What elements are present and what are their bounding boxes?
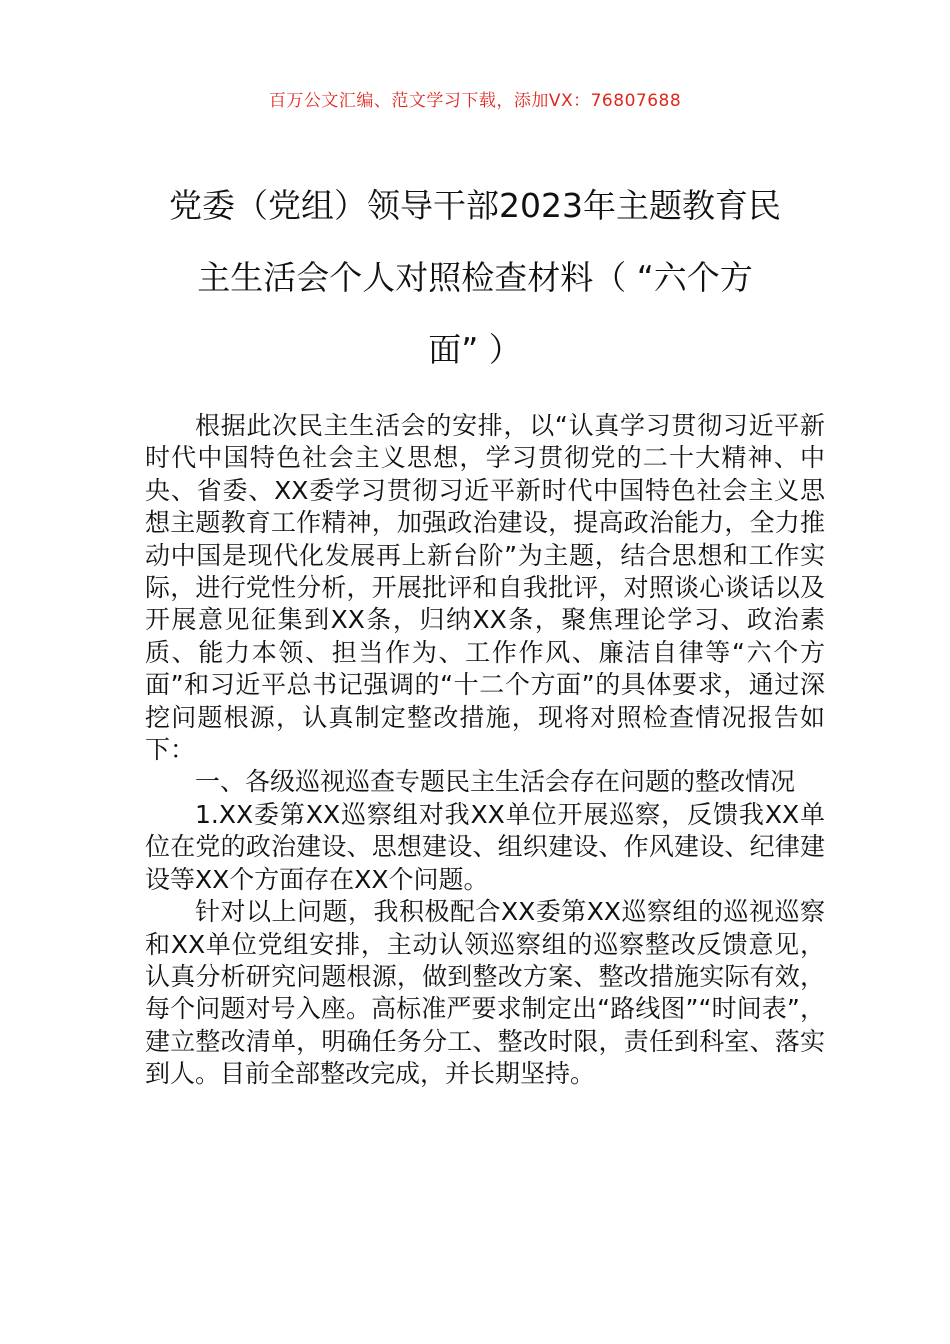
section-heading-1: 一、各级巡视巡查专题民主生活会存在问题的整改情况 [195, 767, 796, 797]
title-line: 面” ） [428, 330, 522, 369]
title-line: 主生活会个人对照检查材料（ “六个方 [197, 258, 753, 297]
body-paragraph-intro: 根据此次民主生活会的安排，以“认真学习贯彻习近平新时代中国特色社会主义思想，学习贯彻党的二十大精神、中央、省委、XX委学习贯彻习近平新时代中国特色社会主义思想主题教育工作精神，加强政治建设，提高政治能力，全力推动中国是现代化发展再上新台阶”为主题，结合思想和工作实际，进行党性分析，开展批评和自我批评，对照谈心谈话以及开展意见征集到XX条，归纳XX条，聚焦理论学习、政治素质、能力本领、担当作为、工作作风、廉洁自律等“六个方面”和习近平总书记强调的“十二个方面”的具体要求，通过深挖问题根源，认真制定整改措施，现将对照检查情况报告如下： [145, 411, 825, 765]
title-line: 党委（党组）领导干部2023年主题教育民 [169, 186, 781, 225]
document-body [145, 410, 825, 1091]
header-promo-note: 百万公文汇编、范文学习下载，添加VX：76807688 [268, 91, 682, 111]
body-paragraph-item-1: 1.XX委第XX巡察组对我XX单位开展巡察，反馈我XX单位在党的政治建设、思想建设、组织建设、作风建设、纪律建设等XX个方面存在XX个问题。 [145, 799, 825, 894]
document-title [130, 170, 820, 386]
body-paragraph-response: 针对以上问题，我积极配合XX委第XX巡察组的巡视巡察和XX单位党组安排，主动认领巡察组的巡察整改反馈意见，认真分析研究问题根源，做到整改方案、整改措施实际有效，每个问题对号入座。高标准严要求制定出“路线图”“时间表”，建立整改清单，明确任务分工、整改时限，责任到科室、落实到人。目前全部整改完成，并长期坚持。 [145, 897, 825, 1089]
